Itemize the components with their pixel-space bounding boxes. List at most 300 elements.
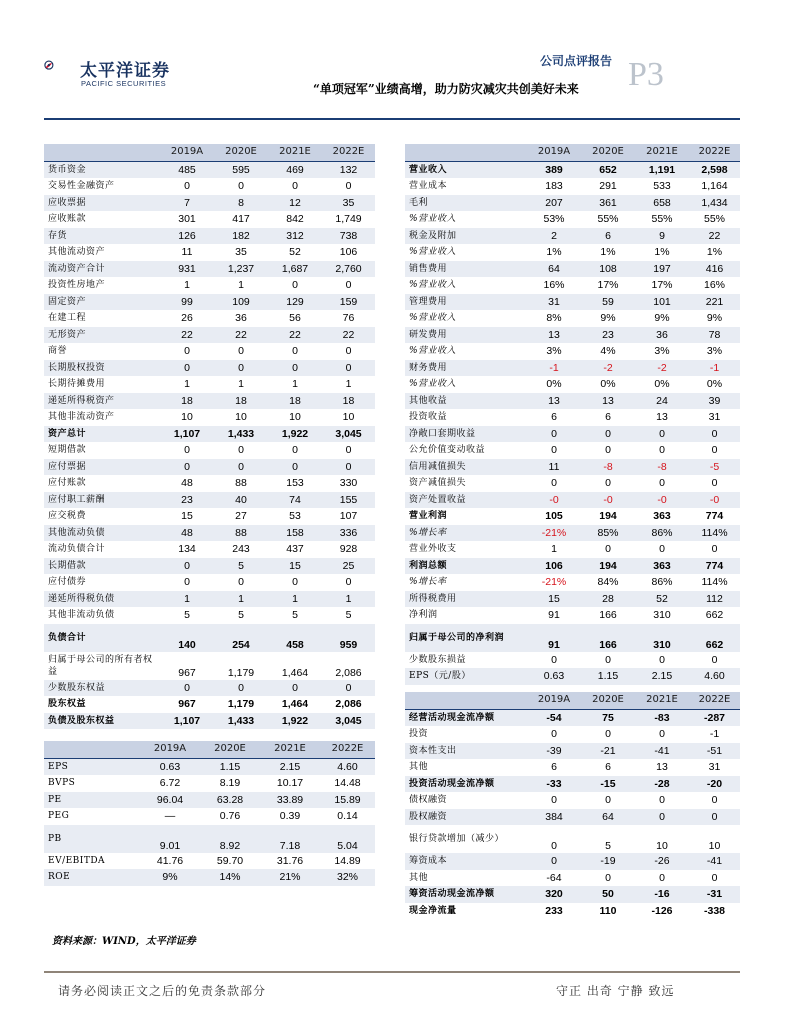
row-label: 税金及附加 [405,228,527,245]
cell-value: 0.63 [527,668,581,685]
cell-value: 5 [345,609,352,621]
cell-value: 1 [322,591,375,608]
cell-value: 108 [581,261,635,278]
row-label: PB [44,825,140,853]
table-row [44,652,375,680]
row-label: 投资收益 [409,412,448,422]
cell-value: -51 [689,743,740,760]
cell-value: -8 [581,459,635,476]
cell-value: 48 [160,525,214,542]
cell-value: 5 [292,609,298,621]
cell-value: 4.60 [320,758,375,775]
cell-value: 254 [214,624,268,652]
cell-value: 2,598 [689,161,740,178]
row-label: 在建工程 [48,313,87,323]
cell-value: 3,045 [322,713,375,730]
cell-value: 1 [184,279,190,291]
cell-value: 31 [708,411,721,423]
cell-value: 6 [581,228,635,245]
cell-value: 0 [184,345,190,357]
company-motto: 守正 出奇 宁静 致远 [556,984,675,998]
cell-value: 33.89 [260,792,320,809]
table-row [44,211,375,228]
cell-value: 0 [551,840,557,852]
cell-value: 6 [551,761,557,773]
cell-value: 197 [635,261,689,278]
cell-value: 1,464 [281,666,309,679]
cell-value: 41.76 [156,854,184,867]
cell-value: 36 [235,312,247,324]
table-row [44,294,375,311]
cell-value: 36 [635,327,689,344]
cell-value: 2,760 [322,261,375,278]
cell-value: 2,086 [335,666,362,679]
table-row [44,869,375,886]
cell-value: 0 [160,459,214,476]
cell-value: 8.19 [219,777,241,789]
table-row [405,459,740,476]
cell-value: 22 [268,327,322,344]
cell-value: 18 [214,393,268,410]
row-label: 营业利润 [409,511,448,521]
row-label: 投资 [409,729,429,739]
table-row [44,475,375,492]
table-row [44,853,375,870]
table-row [44,261,375,278]
cell-value: 88 [235,477,247,489]
table-row [405,393,740,410]
row-label: 公允价值变动收益 [409,445,486,455]
cell-value: 78 [689,327,740,344]
cell-value: 10 [235,411,247,423]
cell-value: 84% [597,576,619,588]
cell-value: -126 [651,904,673,917]
row-label: 信用减值损失 [405,459,527,476]
cell-value: 91 [527,624,581,652]
cell-value: 1 [345,378,352,390]
cell-value: 101 [635,294,689,311]
cell-value: 0.76 [219,810,241,822]
table-row [44,825,375,853]
table-row [44,574,375,591]
cell-value: 10.17 [276,777,304,789]
cell-value: -21% [541,576,567,588]
cell-value: 64 [581,809,635,826]
cell-value: 243 [232,543,250,555]
cell-value: -2 [581,360,635,377]
cell-value: 86% [635,525,689,542]
cell-value: 336 [322,525,375,542]
cell-value: 0 [292,576,298,588]
table-row [44,161,375,178]
cell-value: 1 [214,591,268,608]
cell-value: 384 [527,809,581,826]
row-label: EPS（元/股） [405,668,527,685]
cell-value: 10 [181,411,193,423]
cell-value: 662 [705,609,724,621]
header-blank [44,144,160,161]
cell-value: -5 [689,459,740,476]
cell-value: 13 [581,393,635,410]
table-row [44,607,375,624]
cell-value: 458 [268,624,322,652]
cell-value: 64 [527,261,581,278]
cell-value: 15 [268,558,322,575]
row-label: 应付账款 [48,478,87,488]
cell-value: 0 [551,444,557,456]
cell-value: 658 [635,195,689,212]
cell-value: 182 [214,228,268,245]
cell-value: 3,045 [322,426,375,443]
cell-value: 6 [605,411,611,423]
cell-value: 0 [268,680,322,697]
cell-value: 166 [581,624,635,652]
cell-value: 7 [160,195,214,212]
row-label: PEG [48,811,70,821]
cell-value: 1,237 [214,261,268,278]
table-row [405,161,740,178]
cell-value: 1,687 [268,261,322,278]
cell-value: 0 [238,576,244,588]
cell-value: 1,749 [335,213,362,225]
row-label: 筹资活动现金流净额 [405,886,527,903]
cell-value: 1,922 [268,713,322,730]
cell-value: 114% [701,576,728,588]
cell-value: -41 [635,743,689,760]
table-row [44,327,375,344]
cell-value: 13 [656,761,668,773]
table-row [405,360,740,377]
row-label: %增长率 [405,525,527,542]
table-row [44,195,375,212]
cell-value: 0 [238,345,244,357]
cell-value: 2,086 [335,698,362,710]
cell-value: 207 [527,195,581,212]
cell-value: 0 [214,459,268,476]
cell-value: 0 [635,426,689,443]
row-label: 交易性金融资产 [48,181,115,191]
cell-value: 155 [322,492,375,509]
cell-value: 0 [345,279,352,291]
row-label: 固定资产 [44,294,160,311]
cell-value: 0 [605,653,611,666]
cell-value: 928 [339,543,358,555]
table-header-row [405,692,740,709]
row-label: %营业收入 [409,379,457,389]
cell-value: 15.89 [320,792,375,809]
cell-value: 0 [635,809,689,826]
cell-value: 55% [597,213,619,225]
row-label: 营业成本 [409,181,448,191]
cell-value: 0 [322,459,375,476]
cell-value: 0 [659,653,665,666]
cell-value: 132 [322,161,375,178]
row-label: 递延所得税资产 [44,393,160,410]
table-row [44,696,375,713]
cell-value: 7.18 [260,825,320,853]
cell-value: 0 [292,444,298,456]
cell-value: 183 [545,180,563,192]
row-label: EPS [44,758,140,775]
table-row [44,508,375,525]
cell-value: -2 [635,360,689,377]
row-label: 少数股东权益 [44,680,160,697]
cell-value: 11 [527,459,581,476]
cell-value: 0 [581,426,635,443]
cell-value: 85% [581,525,635,542]
cell-value: 0 [659,871,665,884]
cell-value: 931 [160,261,214,278]
cell-value: 0 [322,680,375,697]
row-label: %营业收入 [409,247,457,257]
cell-value: 0 [345,180,352,192]
cell-value: 2 [527,228,581,245]
cell-value: 1,434 [689,195,740,212]
row-label: %营业收入 [409,346,457,356]
cell-value: 18 [322,393,375,410]
cell-value: 86% [651,576,673,588]
cell-value: 106 [527,558,581,575]
cell-value: 129 [268,294,322,311]
cell-value: 8% [546,312,562,324]
cell-value: 0 [184,180,190,192]
table-row [405,743,740,760]
cell-value: 21% [260,869,320,886]
table-row [405,244,740,261]
cell-value: 1,433 [214,426,268,443]
table-row [405,178,740,195]
row-label: 其他流动资产 [48,247,106,257]
cell-value: 1 [238,279,244,291]
cell-value: 0 [711,653,718,666]
cell-value: 55% [651,213,673,225]
cell-value: 3% [654,345,670,357]
cell-value: 110 [599,904,617,917]
cell-value: 0 [689,426,740,443]
cell-value: 13 [527,393,581,410]
cell-value: 1 [160,591,214,608]
cell-value: -16 [635,886,689,903]
cell-value: 3% [706,345,723,357]
cell-value: 2.15 [260,758,320,775]
table-row [44,277,375,294]
row-label: %营业收入 [409,280,457,290]
cell-value: 194 [581,558,635,575]
table-row [405,558,740,575]
row-label: 长期股权投资 [44,360,160,377]
cell-value: 0 [268,459,322,476]
cell-value: 40 [214,492,268,509]
cell-value: 6 [605,761,611,773]
cell-value: 9% [654,312,670,324]
cell-value: 0 [292,279,298,291]
row-label: %增长率 [409,577,447,587]
row-label: 营业收入 [405,161,527,178]
cell-value: 9 [635,228,689,245]
cell-value: 233 [545,904,563,917]
table-row [405,261,740,278]
cell-value: 1% [600,246,616,258]
table-row [44,343,375,360]
cell-value: 774 [705,510,724,522]
cell-value: 112 [689,591,740,608]
row-label: 长期借款 [44,558,160,575]
column-header: 2020E [581,692,635,709]
cell-value: 10 [708,840,721,852]
cell-value: 1,107 [160,426,214,443]
cell-value: 1 [292,378,298,390]
row-label: 销售费用 [405,261,527,278]
cell-value: 18 [160,393,214,410]
cell-value: 967 [178,666,196,679]
cell-value: 469 [268,161,322,178]
table-row [44,624,375,652]
cell-value: 22 [214,327,268,344]
cell-value: 4% [600,345,616,357]
cell-value: 662 [689,624,740,652]
cell-value: 15 [527,591,581,608]
cell-value: 0% [654,378,670,390]
cell-value: 22 [689,228,740,245]
cell-value: 31.76 [276,854,304,867]
table-row [405,376,740,393]
cell-value: 0 [214,360,268,377]
header-blank [405,144,527,161]
row-label: %营业收入 [409,313,457,323]
cell-value: 8 [214,195,268,212]
table-row [44,228,375,245]
cell-value: -1 [689,360,740,377]
cell-value: 0 [322,360,375,377]
cell-value: 3% [546,345,562,357]
cell-value: 437 [286,543,304,555]
cell-value: 1% [546,246,562,258]
table-row [44,442,375,459]
table-header-row [44,144,375,161]
cell-value: 301 [178,213,196,225]
table-row [405,525,740,542]
cell-value: 9.01 [140,825,200,853]
row-label: 资产总计 [44,426,160,443]
row-label: 其他流动负债 [44,525,160,542]
row-label: 现金净流量 [409,905,457,916]
cell-value: 0 [238,180,244,192]
row-label: 商誉 [48,346,68,356]
cell-value: 6.72 [159,777,181,789]
cell-value: 0 [292,345,298,357]
cell-value: 52 [635,591,689,608]
row-label: 无形资产 [44,327,160,344]
table-row [405,475,740,492]
cell-value: 153 [286,477,304,489]
cell-value: 1,179 [227,698,255,710]
table-row [405,809,740,826]
table-row [44,713,375,730]
row-label: 应付债券 [48,577,87,587]
cell-value: 22 [160,327,214,344]
cell-value: 0 [268,360,322,377]
row-label: ROE [44,869,140,886]
cell-value: 5.04 [320,825,375,853]
footer-divider [44,971,740,973]
cell-value: 1,179 [227,666,255,679]
cash-flow-table [405,692,740,919]
income-statement-table [405,144,740,685]
table-row [44,409,375,426]
column-header: 2019A [527,692,581,709]
row-label: 其他收益 [405,393,527,410]
cell-value: 0 [711,871,718,884]
column-header: 2022E [320,741,375,758]
cell-value: -21% [527,525,581,542]
cell-value: 310 [635,624,689,652]
row-label: 负债及股东权益 [44,713,160,730]
cell-value: 99 [160,294,214,311]
table-row [44,525,375,542]
cell-value: 158 [268,525,322,542]
cell-value: 9% [600,312,616,324]
cell-value: 10 [656,840,668,852]
cell-value: 967 [178,698,196,710]
cell-value: 0 [711,794,718,806]
cell-value: — [164,810,176,822]
table-row [44,558,375,575]
table-row [405,442,740,459]
cell-value: 310 [653,609,671,621]
row-label: 少数股东损益 [409,654,467,665]
cell-value: 26 [181,312,193,324]
cell-value: 12 [268,195,322,212]
cell-value: 53 [289,510,301,522]
row-label: 归属于母公司的所有者权益 [48,654,153,677]
cell-value: 31 [527,294,581,311]
row-label: 净利润 [409,610,438,620]
table-row [44,792,375,809]
cell-value: -338 [703,904,725,917]
cell-value: 105 [545,510,563,522]
row-label: 毛利 [405,195,527,212]
column-header: 2021E [268,144,322,161]
column-header: 2019A [527,144,581,161]
cell-value: 842 [286,213,304,225]
cell-value: 22 [322,327,375,344]
cell-value: 389 [527,161,581,178]
table-row [44,680,375,697]
cell-value: 1% [706,246,723,258]
row-label: 流动资产合计 [44,261,160,278]
cell-value: 16% [703,279,725,291]
row-label: 银行贷款增加（减少） [409,834,505,844]
disclaimer-note: 请务必阅读正文之后的免责条款部分 [58,984,267,998]
table-row [405,195,740,212]
cell-value: 16% [543,279,565,291]
cell-value: 1 [268,591,322,608]
table-row [44,758,375,775]
row-label: 营业外收支 [409,544,457,554]
row-label: 存货 [44,228,160,245]
cell-value: 114% [689,525,740,542]
table-row [44,775,375,792]
table-row [44,459,375,476]
balance-sheet-table [44,144,375,729]
cell-value: 32% [320,869,375,886]
row-label: 应收账款 [48,214,87,224]
row-label: PE [44,792,140,809]
table-header-row [405,144,740,161]
cell-value: -287 [689,709,740,726]
cell-value: 0 [605,794,611,806]
cell-value: 959 [322,624,375,652]
